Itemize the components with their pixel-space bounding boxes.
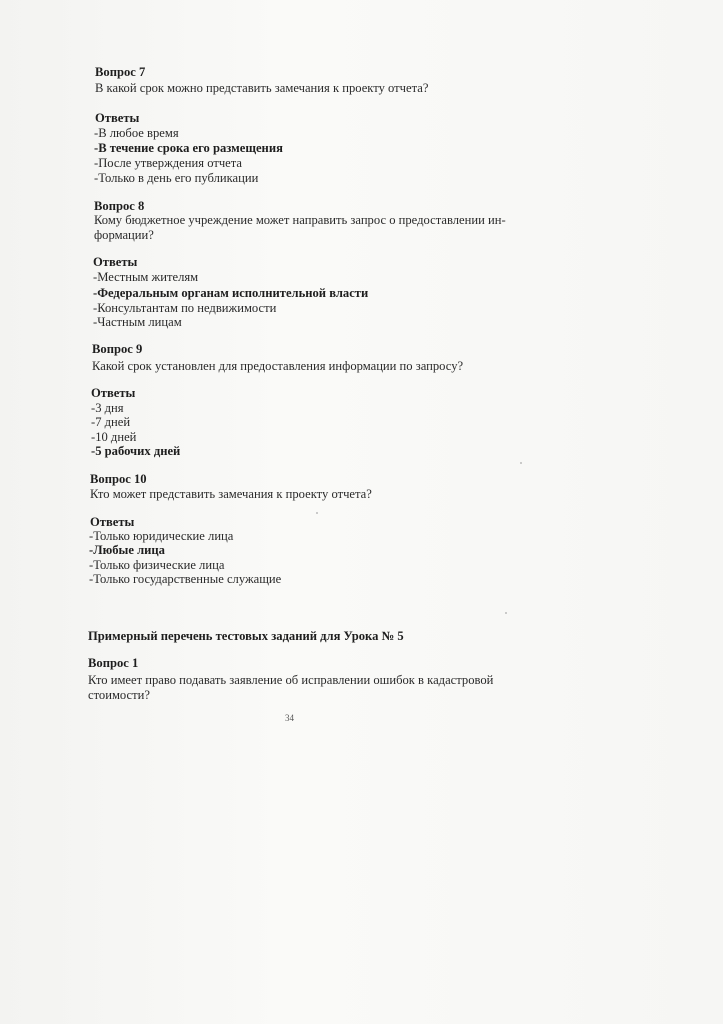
question-9-title: Вопрос 9 [92,342,143,356]
answers-label: Ответы [93,255,138,269]
answers-label: Ответы [90,515,135,529]
answer: -10 дней [91,430,137,444]
answer: -Местным жителям [93,270,199,284]
lesson5-question-1-text: стоимости? [88,688,150,702]
question-7-text: В какой срок можно представить замечания к проекту отчета? [95,81,429,95]
question-8-text: формации? [94,228,154,242]
answer: -После утверждения отчета [94,156,242,170]
answer: -Только физические лица [89,558,225,572]
answer: -Консультантам по недвижимости [93,301,277,315]
answer: -Частным лицам [93,315,182,329]
section-heading: Примерный перечень тестовых заданий для Урока № 5 [88,629,404,643]
scan-speck [520,462,522,464]
answer: -3 дня [91,401,124,415]
answer: -Только в день его публикации [94,171,259,185]
answer-correct: -5 рабочих дней [91,444,181,458]
lesson5-question-1-text: Кто имеет право подавать заявление об исправлении ошибок в кадастровой [88,673,494,687]
page-number: 34 [285,713,294,723]
lesson5-question-1-title: Вопрос 1 [88,656,139,670]
question-8-title: Вопрос 8 [94,199,145,213]
question-8-text: Кому бюджетное учреждение может направить запрос о предоставлении ин- [94,213,506,227]
question-10-text: Кто может представить замечания к проекту отчета? [90,487,372,501]
answers-label: Ответы [95,111,140,125]
answer-correct: -В течение срока его размещения [94,141,283,155]
answer-correct: -Любые лица [89,543,165,557]
question-7-title: Вопрос 7 [95,65,146,79]
answers-label: Ответы [91,386,136,400]
answer-correct: -Федеральным органам исполнительной власти [93,286,369,300]
answer: -Только государственные служащие [89,572,282,586]
answer: -7 дней [91,415,131,429]
question-10-title: Вопрос 10 [90,472,147,486]
scan-speck [316,512,318,514]
scan-speck [505,612,507,614]
answer: -Только юридические лица [89,529,234,543]
question-9-text: Какой срок установлен для предоставления информации по запросу? [92,359,464,373]
answer: -В любое время [94,126,179,140]
